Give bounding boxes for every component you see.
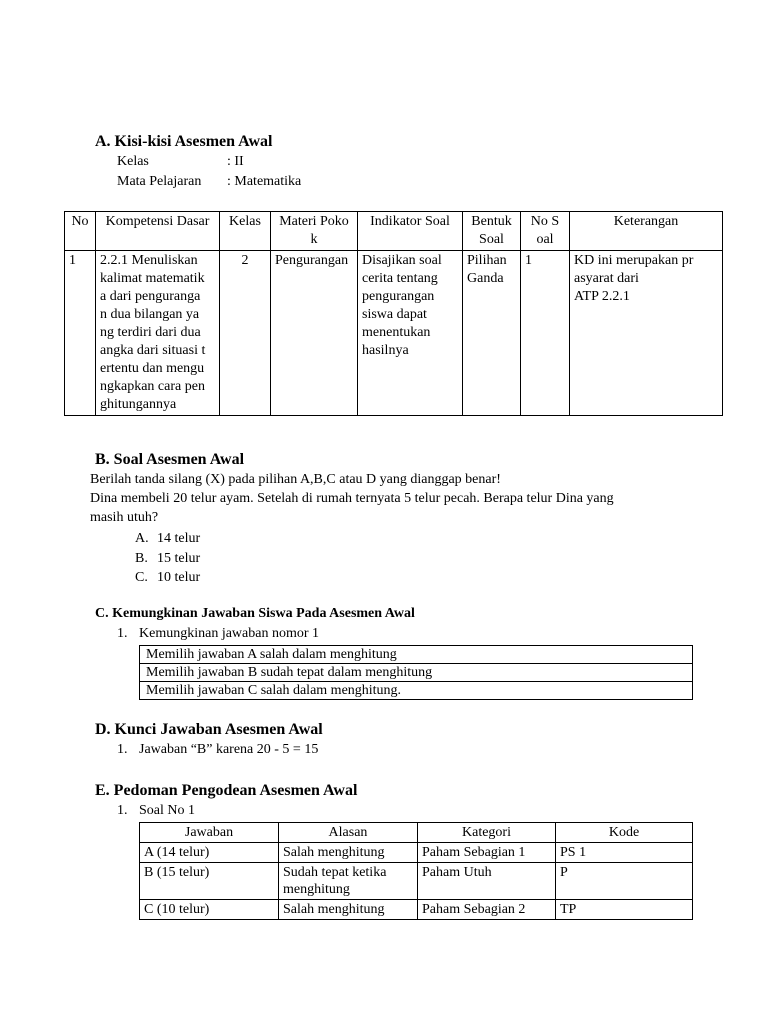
kisi-kisi-table [64,211,723,416]
mapel-label: Mata Pelajaran [117,174,202,189]
col-indikator: Indikator Soal [358,212,463,251]
table-row [65,251,723,416]
cell-keterangan: KD ini merupakan pr asyarat dari ATP 2.2.1 [570,251,723,416]
list-item: A. 14 telur [135,531,201,546]
section-c-heading: C. Kemungkinan Jawaban Siswa Pada Asesmen Awal [95,606,415,621]
options-list [135,529,200,588]
table-row: Memilih jawaban C salah dalam menghitung. [140,682,693,700]
question-line-2: masih utuh? [90,510,159,525]
section-e-item: 1. Soal No 1 [117,803,195,818]
kelas-label: Kelas [117,154,149,169]
cell-kelas: 2 [220,251,271,416]
col-keterangan: Keterangan [570,212,723,251]
table-header-row [65,212,723,251]
table-row: C (10 telur) Salah menghitung Paham Sebagian 2 TP [140,900,693,920]
section-d-item: 1. Jawaban “B” karena 20 - 5 = 15 [117,742,319,757]
cell-kd: 2.2.1 Menuliskan kalimat matematik a dari penguranga n dua bilangan ya ng terdiri dari dua angka dari situasi t ertentu dan mengu ngkapkan cara pen ghitungannya [96,251,220,416]
table-row: Memilih jawaban B sudah tepat dalam menghitung [140,664,693,682]
cell-bentuk: Pilihan Ganda [463,251,521,416]
col-no: No [65,212,96,251]
mapel-value: : Matematika [227,174,302,189]
cell-nosoal: 1 [521,251,570,416]
section-c-item: 1. Kemungkinan jawaban nomor 1 [117,626,320,641]
table-row: Memilih jawaban A salah dalam menghitung [140,646,693,664]
kemungkinan-table [139,645,693,700]
pengodean-table [139,822,693,920]
section-d-heading: D. Kunci Jawaban Asesmen Awal [95,721,323,738]
table-header-row: Jawaban Alasan Kategori Kode [140,823,693,843]
cell-no: 1 [65,251,96,416]
list-item: B. 15 telur [135,550,201,566]
list-item: C. 10 telur [135,570,201,585]
mapel-row [117,174,301,190]
kelas-row [117,154,244,170]
cell-indikator: Disajikan soal cerita tentang pengurangan siswa dapat menentukan hasilnya [358,251,463,416]
section-e-heading: E. Pedoman Pengodean Asesmen Awal [95,782,358,799]
table-row: B (15 telur) Sudah tepat ketika menghitung Paham Utuh P [140,863,693,900]
col-bentuk: Bentuk Soal [463,212,521,251]
cell-materi: Pengurangan [271,251,358,416]
kelas-value: : II [227,154,244,169]
col-nosoal: No S oal [521,212,570,251]
table-row: A (14 telur) Salah menghitung Paham Sebagian 1 PS 1 [140,843,693,863]
col-kelas: Kelas [220,212,271,251]
section-a-heading: A. Kisi-kisi Asesmen Awal [95,133,273,150]
col-kd: Kompetensi Dasar [96,212,220,251]
question-line-1: Dina membeli 20 telur ayam. Setelah di rumah ternyata 5 telur pecah. Berapa telur Dina yang [90,491,614,506]
section-b-heading: B. Soal Asesmen Awal [95,451,245,468]
instruction-text: Berilah tanda silang (X) pada pilihan A,B,C atau D yang dianggap benar! [90,472,501,487]
col-materi: Materi Poko k [271,212,358,251]
